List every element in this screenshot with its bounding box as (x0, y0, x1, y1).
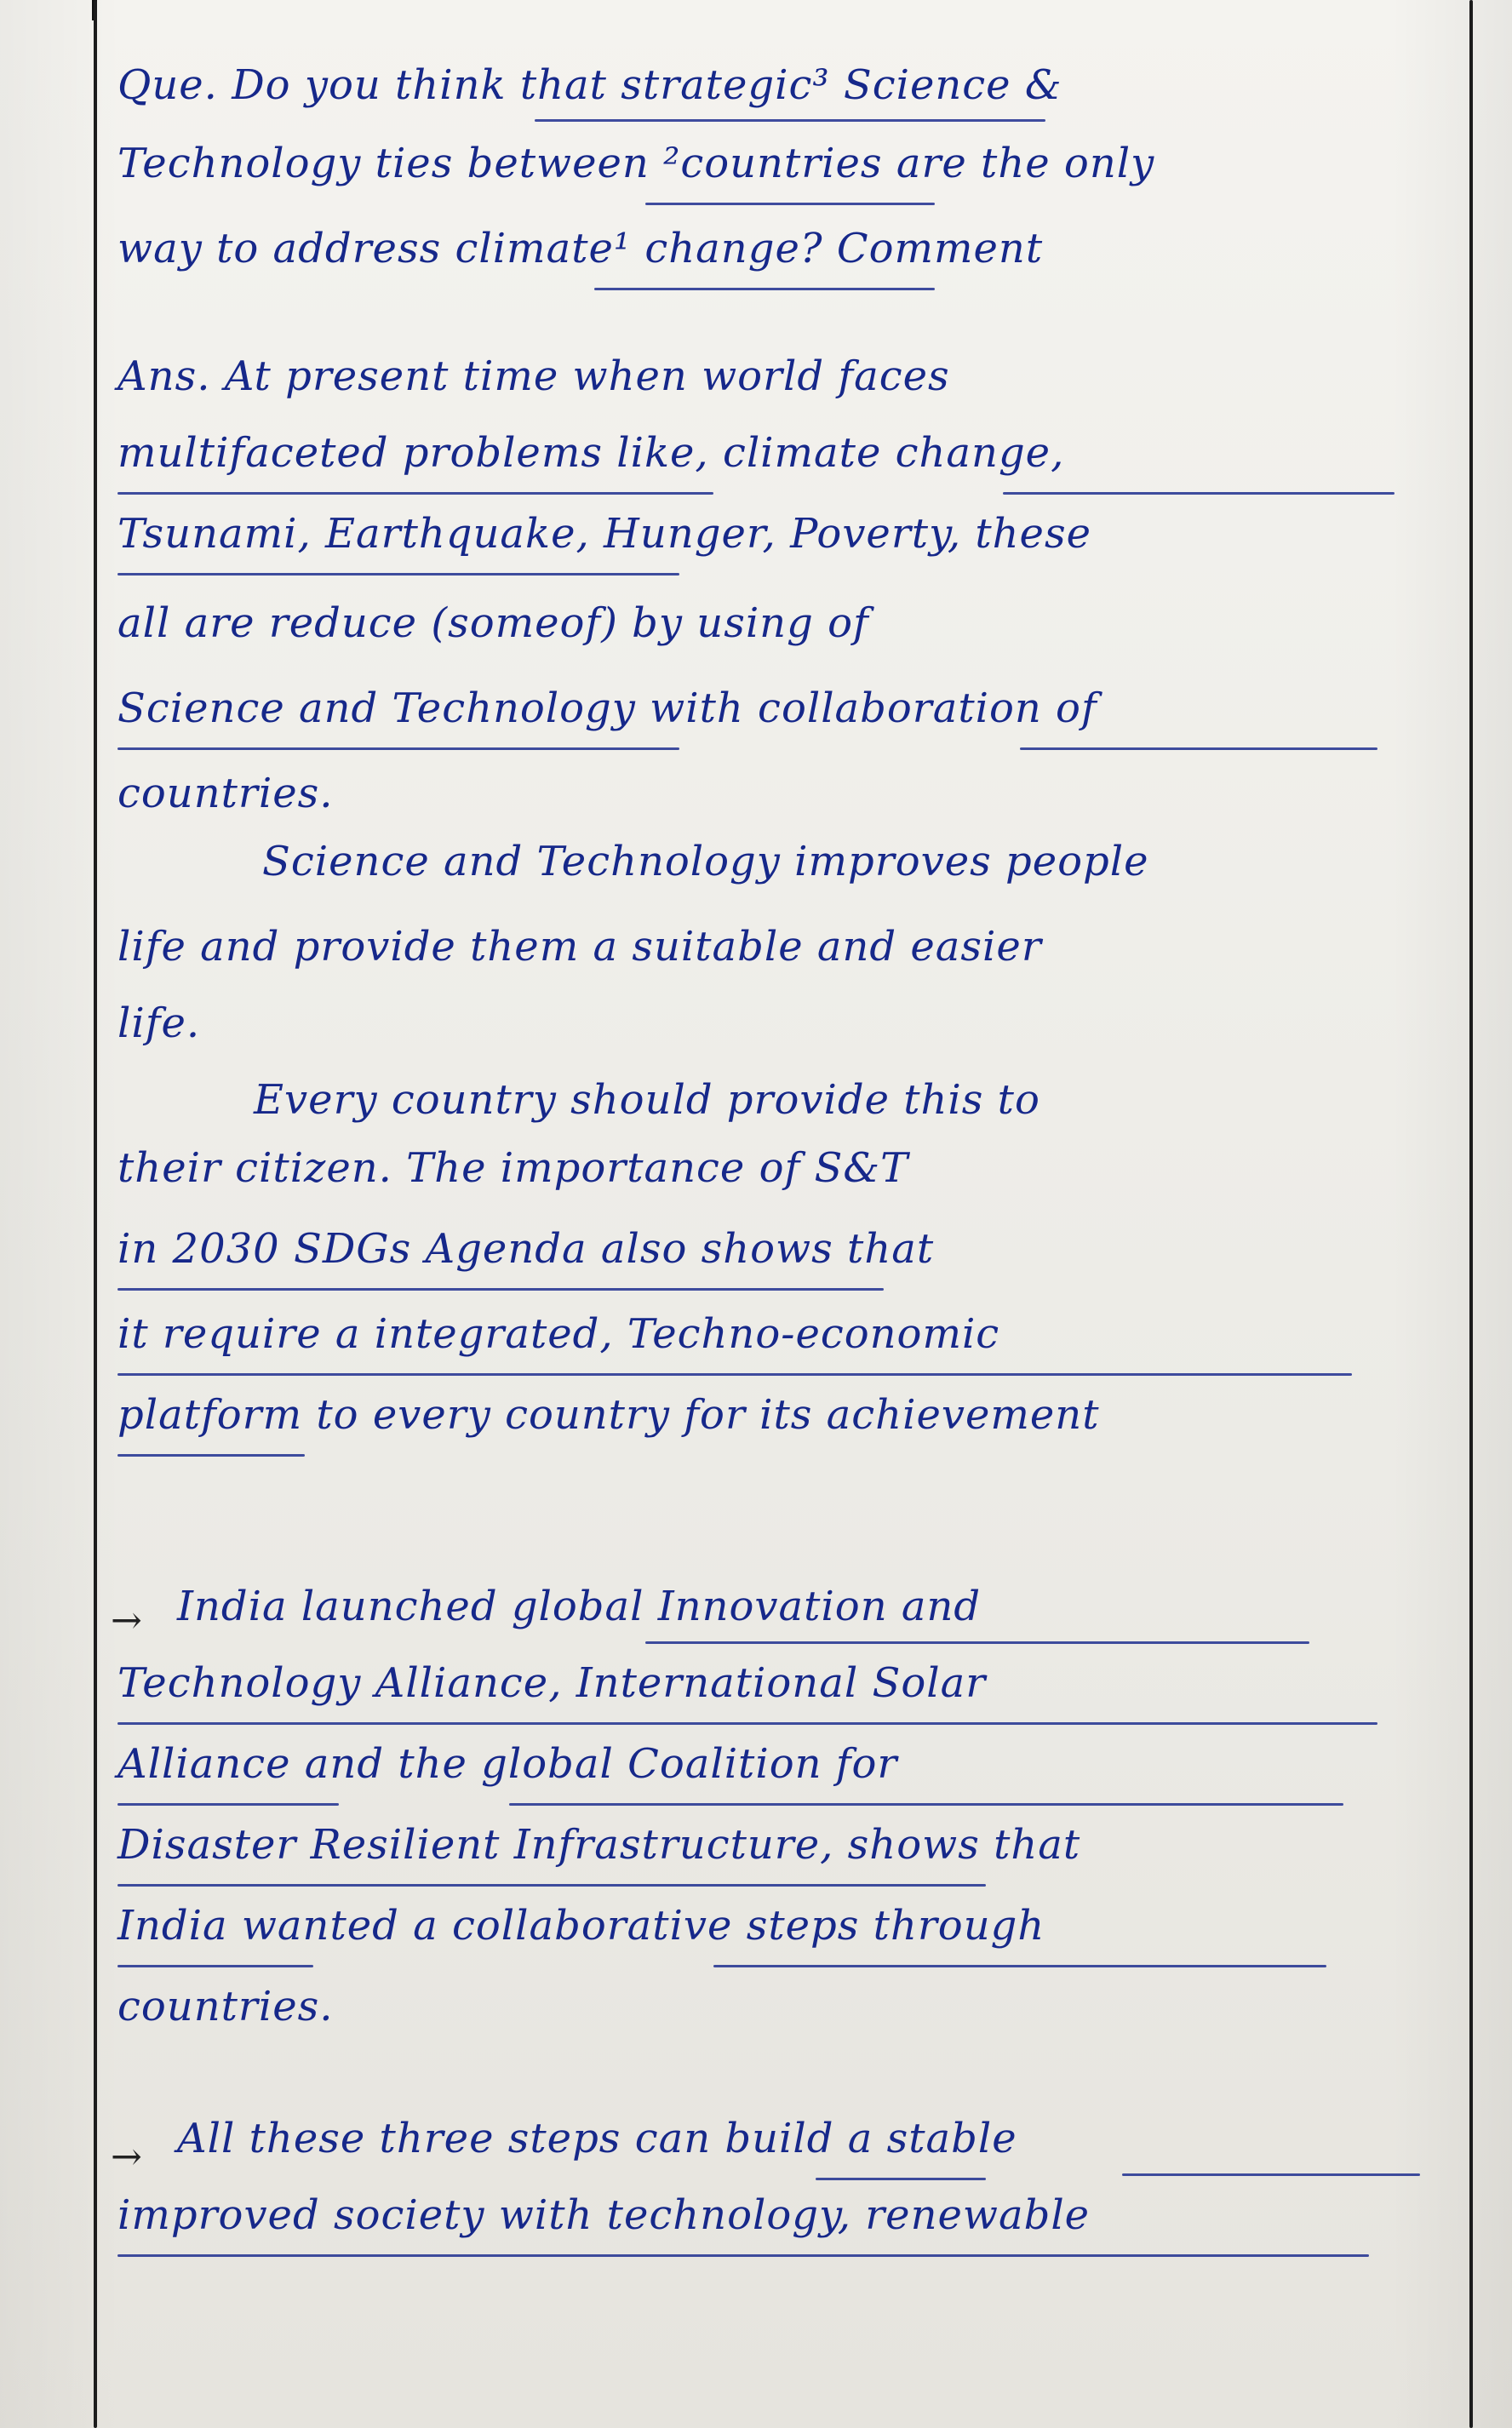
underline-stroke (645, 1641, 1309, 1644)
para4-line-2: Technology Alliance, International Solar (117, 1659, 987, 1707)
answer-line-4: all are reduce (someof) by using of (117, 599, 869, 647)
underline-stroke (117, 1803, 339, 1806)
underline-stroke (1122, 2173, 1420, 2176)
underline-stroke (1003, 492, 1395, 495)
para2-line-1: Science and Technology improves people (262, 838, 1149, 885)
underline-stroke (117, 492, 713, 495)
answer-line-3: Tsunami, Earthquake, Hunger, Poverty, these (117, 510, 1091, 558)
arrow-icon: → (111, 2135, 143, 2179)
para3-line-5: platform to every country for its achievement (117, 1391, 1100, 1439)
para4-line-1: India launched global Innovation and (177, 1583, 982, 1630)
answer-line-6: countries. (117, 770, 334, 817)
underline-stroke (1020, 747, 1377, 750)
question-line-3: way to address climate¹ change? Comment (117, 225, 1044, 272)
para4-line-6: countries. (117, 1983, 334, 2030)
underline-stroke (117, 1722, 1377, 1725)
underline-stroke (117, 1288, 884, 1291)
left-margin-line (94, 0, 97, 2428)
arrow-icon: → (111, 1599, 143, 1642)
para4-line-5: India wanted a collaborative steps through (117, 1902, 1045, 1950)
para3-line-2: their citizen. The importance of S&T (117, 1144, 909, 1192)
para5-line-2: improved society with technology, renewable (117, 2191, 1091, 2239)
para2-line-3: life. (117, 999, 201, 1047)
para4-line-4: Disaster Resilient Infrastructure, shows that (117, 1821, 1081, 1869)
underline-stroke (645, 203, 935, 205)
para5-line-1: All these three steps can build a stable (177, 2115, 1017, 2162)
underline-stroke (713, 1965, 1326, 1967)
underline-stroke (117, 1884, 986, 1887)
para2-line-2: life and provide them a suitable and easier (117, 923, 1042, 971)
question-line-2: Technology ties between ²countries are the only (117, 140, 1155, 187)
answer-line-1: Ans. At present time when world faces (117, 352, 950, 400)
answer-line-2: multifaceted problems like, climate change, (117, 429, 1065, 477)
right-margin-line (1469, 0, 1473, 2428)
para4-line-3: Alliance and the global Coalition for (117, 1740, 898, 1788)
answer-line-5: Science and Technology with collaboration of (117, 684, 1097, 732)
para3-line-1: Every country should provide this to (254, 1076, 1040, 1124)
underline-stroke (117, 573, 679, 576)
question-line-1: Que. Do you think that strategic³ Science & (117, 61, 1062, 109)
underline-stroke (509, 1803, 1343, 1806)
underline-stroke (816, 2178, 986, 2180)
underline-stroke (117, 2254, 1369, 2257)
underline-stroke (117, 1373, 1352, 1376)
underline-stroke (117, 1454, 305, 1457)
underline-stroke (594, 288, 935, 290)
underline-stroke (117, 747, 679, 750)
underline-stroke (117, 1965, 313, 1967)
para3-line-4: it require a integrated, Techno-economic (117, 1310, 1000, 1358)
underline-stroke (535, 119, 1045, 122)
para3-line-3: in 2030 SDGs Agenda also shows that (117, 1225, 935, 1273)
